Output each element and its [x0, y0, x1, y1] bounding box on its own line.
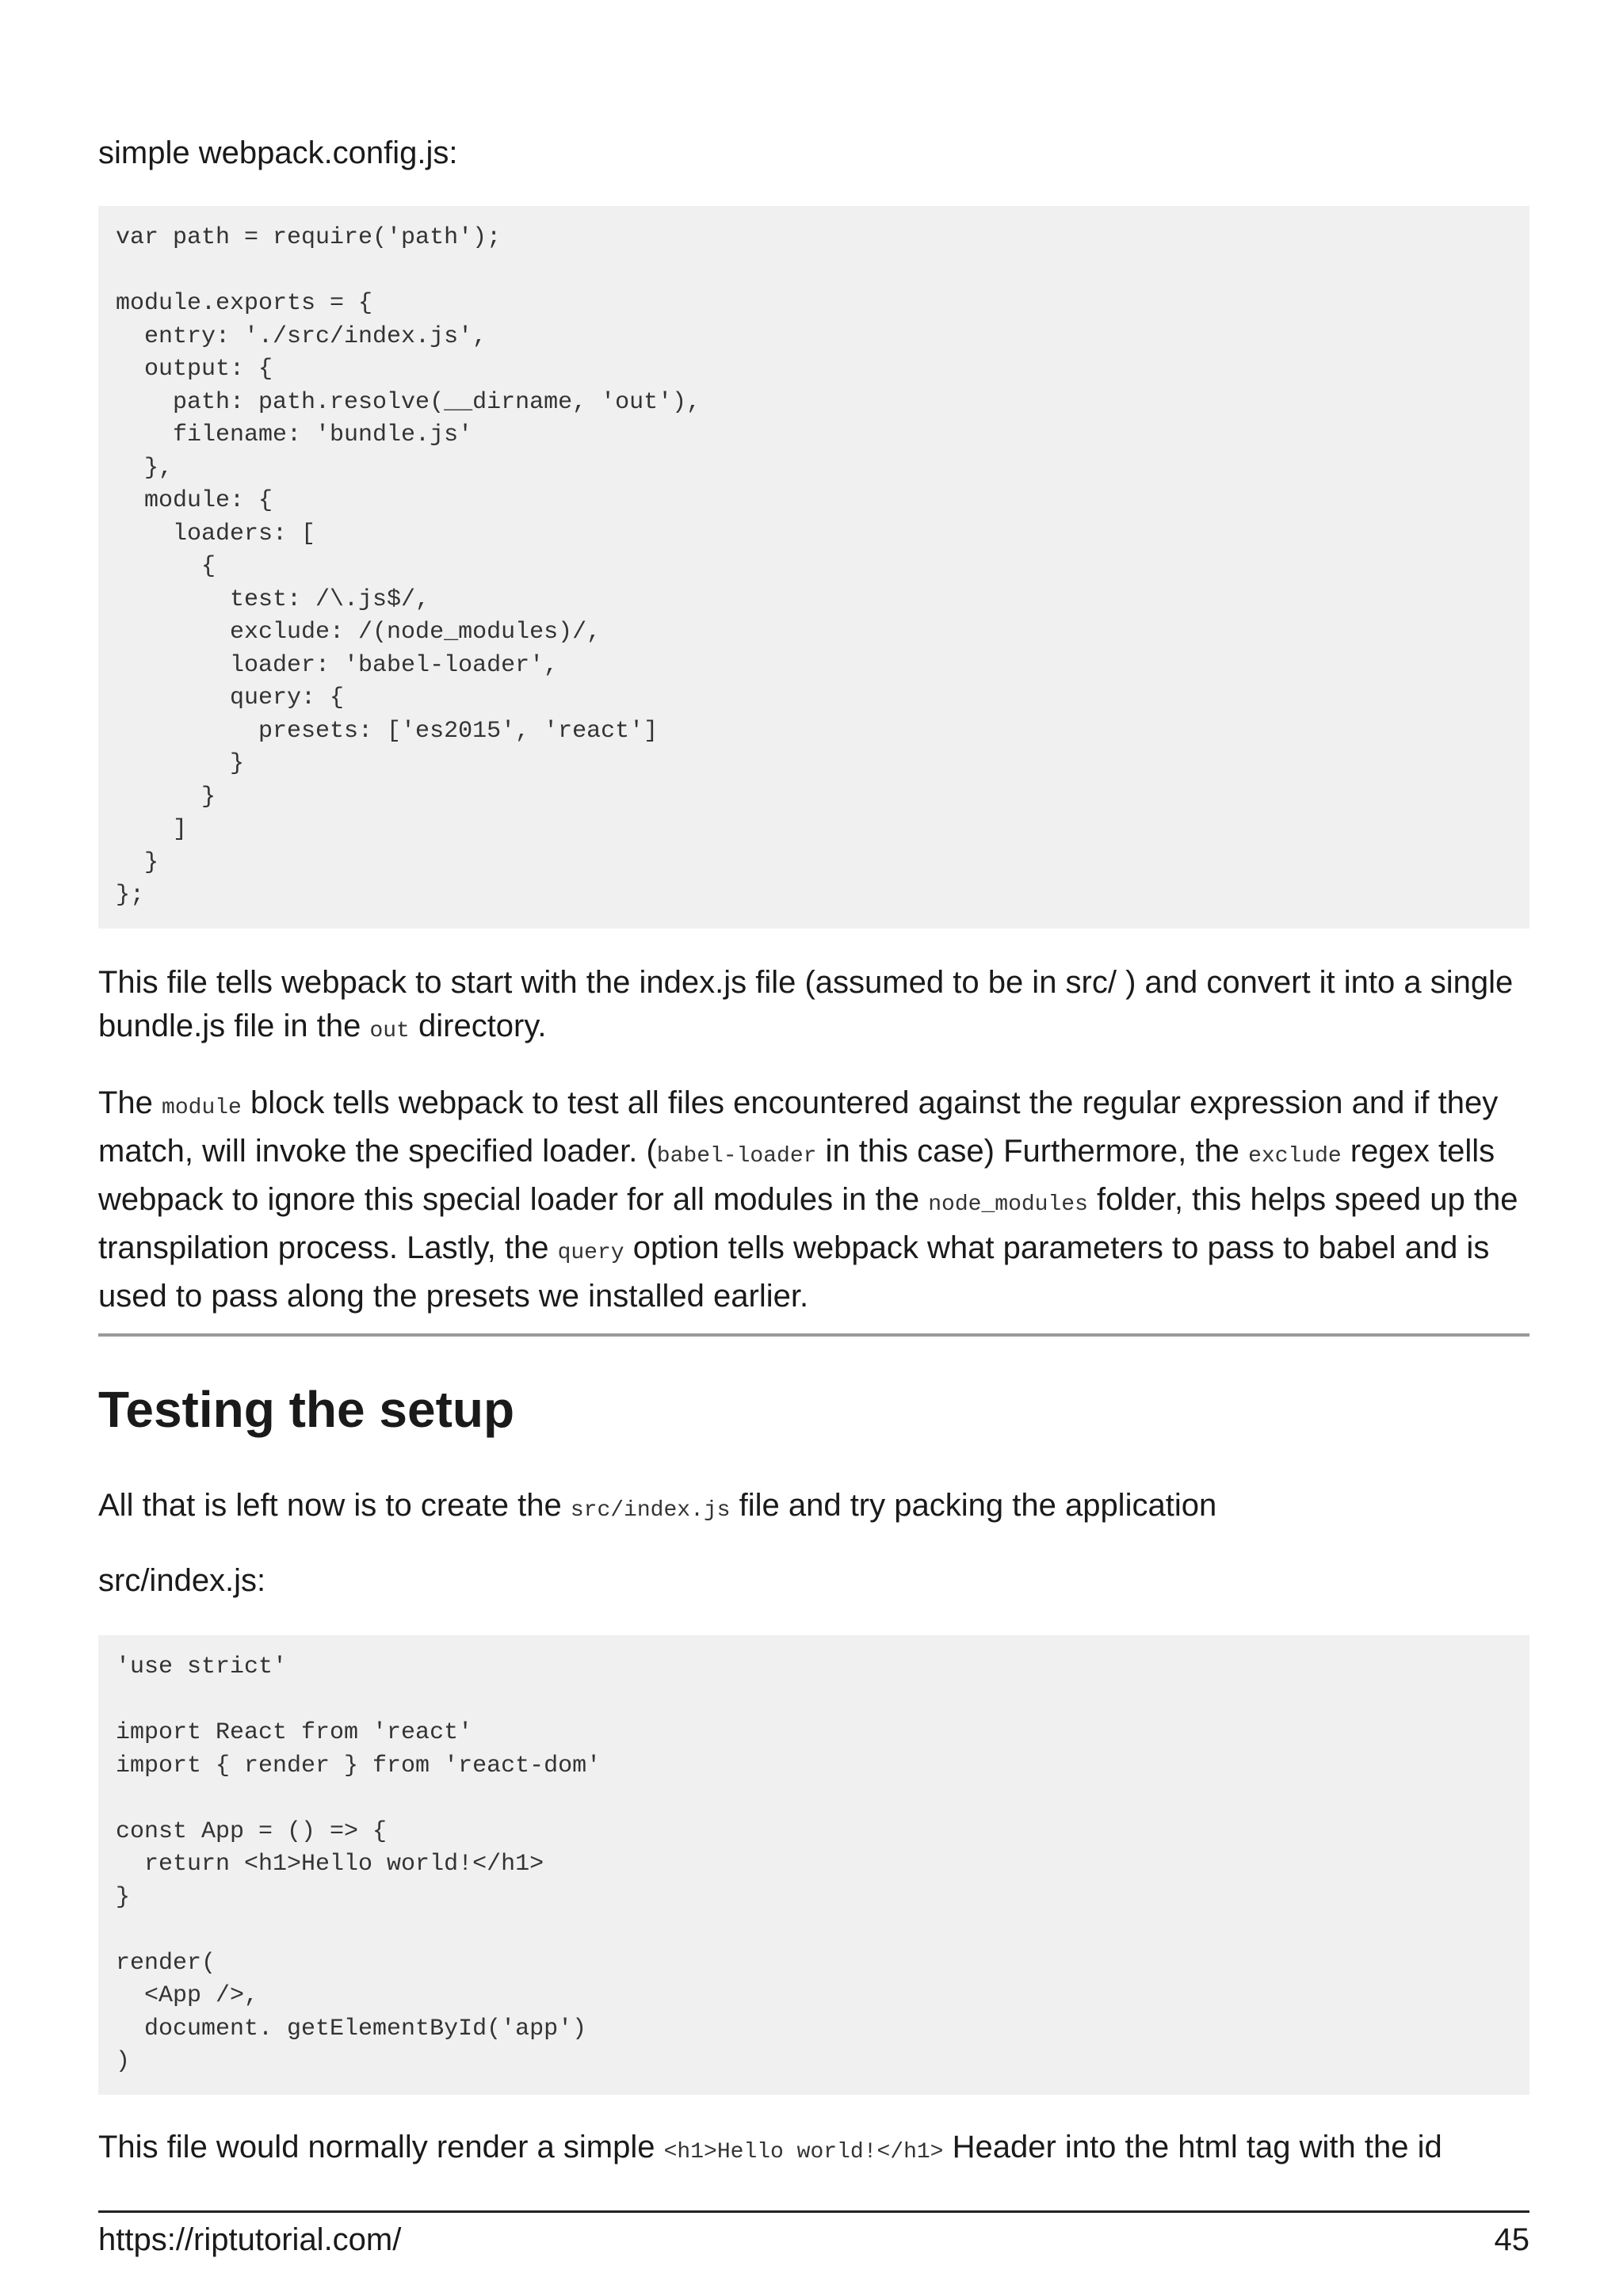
paragraph-text: directory.: [409, 1009, 547, 1043]
paragraph-text: folder, this helps speed up the transpilation process. Lastly, the: [98, 1182, 1518, 1265]
inline-code-out: out: [369, 1019, 410, 1043]
paragraph-text: in this case) Furthermore, the: [816, 1134, 1249, 1169]
index-js-code: 'use strict' import React from 'react' import { render } from 'react-dom' const App = () => { return <h1>Hello world!</h1> } render( <App />, document. getElementById('app') ): [116, 1653, 601, 2075]
paragraph-text: The: [98, 1085, 162, 1120]
paragraph-text: regex tells webpack to ignore this special loader for all modules in the: [98, 1134, 1495, 1217]
paragraph-text: Header into the html tag with the id: [943, 2130, 1442, 2164]
paragraph-text: option tells webpack what parameters to pass to babel and is used to pass along the presets we installed earlier.: [98, 1230, 1490, 1314]
inline-code-module: module: [162, 1096, 242, 1120]
inline-code-src-index: src/index.js: [570, 1498, 731, 1523]
paragraph-text: This file tells webpack to start with the index.js file (assumed to be in src/ ) and convert it into a single bundle.js file in the: [98, 965, 1514, 1043]
page-number: 45: [1494, 2222, 1529, 2257]
paragraph-webpack-entry: [98, 961, 1529, 1053]
inline-code-exclude: exclude: [1248, 1144, 1342, 1169]
paragraph-text: All that is left now is to create the: [98, 1488, 571, 1523]
section-divider: [98, 1333, 1529, 1337]
src-index-label: src/index.js:: [98, 1563, 266, 1598]
inline-code-h1-hello: <h1>Hello world!</h1>: [663, 2140, 944, 2164]
paragraph-text: block tells webpack to test all files encountered against the regular expression and if they match, will invoke the specified loader. (: [98, 1085, 1499, 1169]
inline-code-babel-loader: babel-loader: [656, 1144, 817, 1169]
webpack-config-code: var path = require('path'); module.exports = { entry: './src/index.js', output: { path: path.resolve(__dirname, 'out'), filename: 'bundle.js' }, module: { loaders: [ { test: /\.js$/, exclude: /(node_modules)/, loader: 'babel-loader', query: { presets: ['es2015', 'react'] } } ] } };: [116, 224, 701, 909]
footer-divider: [98, 2210, 1529, 2213]
webpack-config-code-block: [98, 206, 1529, 929]
intro-label: simple webpack.config.js:: [98, 135, 458, 170]
inline-code-node-modules: node_modules: [928, 1192, 1088, 1217]
inline-code-query: query: [557, 1241, 624, 1265]
footer-url: https://riptutorial.com/: [98, 2222, 402, 2257]
paragraph-module-block: [98, 1081, 1529, 1318]
paragraph-render-hello: [98, 2126, 1529, 2174]
index-js-code-block: [98, 1635, 1529, 2095]
paragraph-text: file and try packing the application: [730, 1488, 1217, 1523]
section-heading: Testing the setup: [98, 1381, 515, 1438]
paragraph-text: This file would normally render a simple: [98, 2130, 664, 2164]
paragraph-create-index: [98, 1484, 1529, 1532]
